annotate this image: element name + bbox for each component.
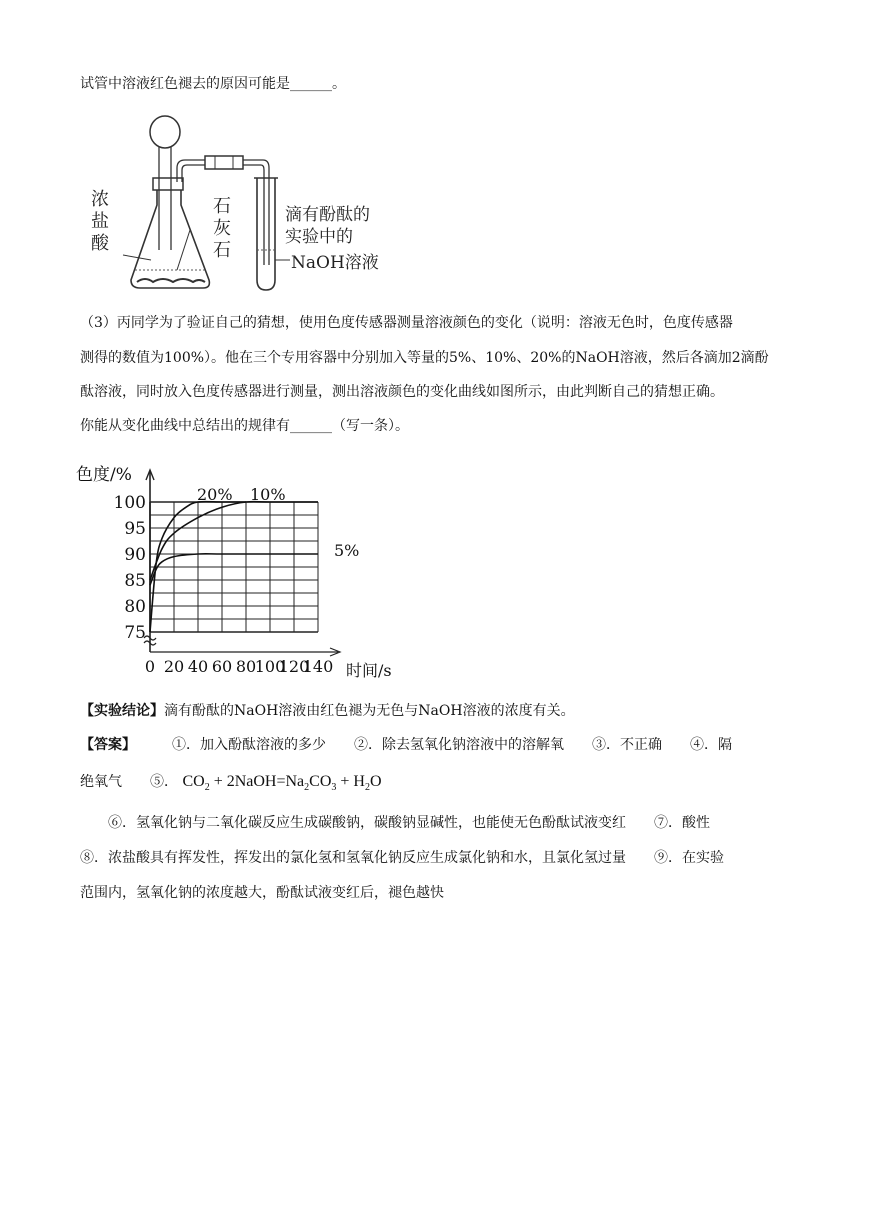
- label-tube-1: 滴有酚酞的: [285, 205, 370, 225]
- x-tick-label: 20: [163, 657, 185, 676]
- part3-line-2: 测得的数值为100%）。他在三个专用容器中分别加入等量的5%、10%、20%的NaOH溶液，然后各滴加2滴酚: [80, 350, 769, 366]
- conclusion: [80, 701, 575, 721]
- label-stone-2: 灰: [213, 218, 231, 239]
- y-tick-label: 95: [124, 519, 146, 539]
- series-label-20pct: 20%: [197, 485, 233, 504]
- x-tick-label: 120: [278, 657, 310, 676]
- y-tick-label: 75: [124, 623, 146, 643]
- y-axis-title: 色度/%: [76, 465, 132, 485]
- label-tube-3: NaOH溶液: [291, 253, 379, 273]
- series-label-10pct: 10%: [250, 485, 286, 504]
- x-tick-label: 80: [235, 657, 257, 676]
- label-tube-2: 实验中的: [285, 227, 353, 247]
- x-tick-label: 140: [302, 657, 334, 676]
- answer-text-1: ①．加入酚酞溶液的多少 ②．除去氢氧化钠溶液中的溶解氧 ③．不正确 ④．隔: [172, 737, 732, 753]
- part3-line-1: （3）丙同学为了验证自己的猜想，使用色度传感器测量溶液颜色的变化（说明：溶液无色时，色度传感器: [80, 315, 733, 331]
- x-tick-label: 100: [254, 657, 286, 676]
- label-acid-1: 浓: [91, 189, 109, 210]
- y-tick-label: 90: [124, 545, 146, 565]
- answer-line-2: [80, 772, 382, 798]
- answer-label: 【答案】: [80, 737, 136, 753]
- label-acid-2: 盐: [91, 211, 109, 232]
- conclusion-text: 滴有酚酞的NaOH溶液由红色褪为无色与NaOH溶液的浓度有关。: [164, 703, 575, 719]
- y-tick-label: 80: [124, 597, 146, 617]
- conclusion-label: 【实验结论】: [80, 703, 164, 719]
- x-tick-label: 0: [144, 657, 156, 676]
- apparatus-diagram: [85, 110, 395, 300]
- part3-line-4: 你能从变化曲线中总结出的规律有______（写一条）。: [80, 418, 409, 434]
- answer-line-5: 范围内，氢氧化钠的浓度越大，酚酞试液变红后，褪色越快: [80, 885, 444, 901]
- series-label-5pct: 5%: [334, 541, 360, 560]
- answer-line-1: [80, 735, 732, 755]
- answer-text-2: 绝氧气 ⑤．: [80, 774, 178, 790]
- y-tick-label: 100: [113, 493, 146, 513]
- label-stone-1: 石: [213, 196, 231, 217]
- chemical-equation: $CO_2$ + $2NaOH=Na_2CO_3 + H_2O$: [182, 773, 382, 794]
- question-line: 试管中溶液红色褪去的原因可能是______。: [80, 76, 346, 92]
- y-tick-label: 85: [124, 571, 146, 591]
- answer-line-3: ⑥．氢氧化钠与二氧化碳反应生成碳酸钠，碳酸钠显碱性，也能使无色酚酞试液变红 ⑦．酸性: [108, 815, 710, 831]
- answer-line-4: ⑧．浓盐酸具有挥发性，挥发出的氯化氢和氢氧化钠反应生成氯化钠和水，且氯化氢过量 ⑨．在实验: [80, 850, 724, 866]
- label-acid-3: 酸: [91, 233, 109, 254]
- color-intensity-chart: [72, 452, 412, 692]
- x-axis-title: 时间/s: [346, 661, 392, 680]
- x-tick-label: 60: [211, 657, 233, 676]
- part3-line-3: 酞溶液，同时放入色度传感器进行测量，测出溶液颜色的变化曲线如图所示，由此判断自己的猜想正确。: [80, 384, 724, 400]
- x-tick-label: 40: [187, 657, 209, 676]
- label-stone-3: 石: [213, 240, 231, 261]
